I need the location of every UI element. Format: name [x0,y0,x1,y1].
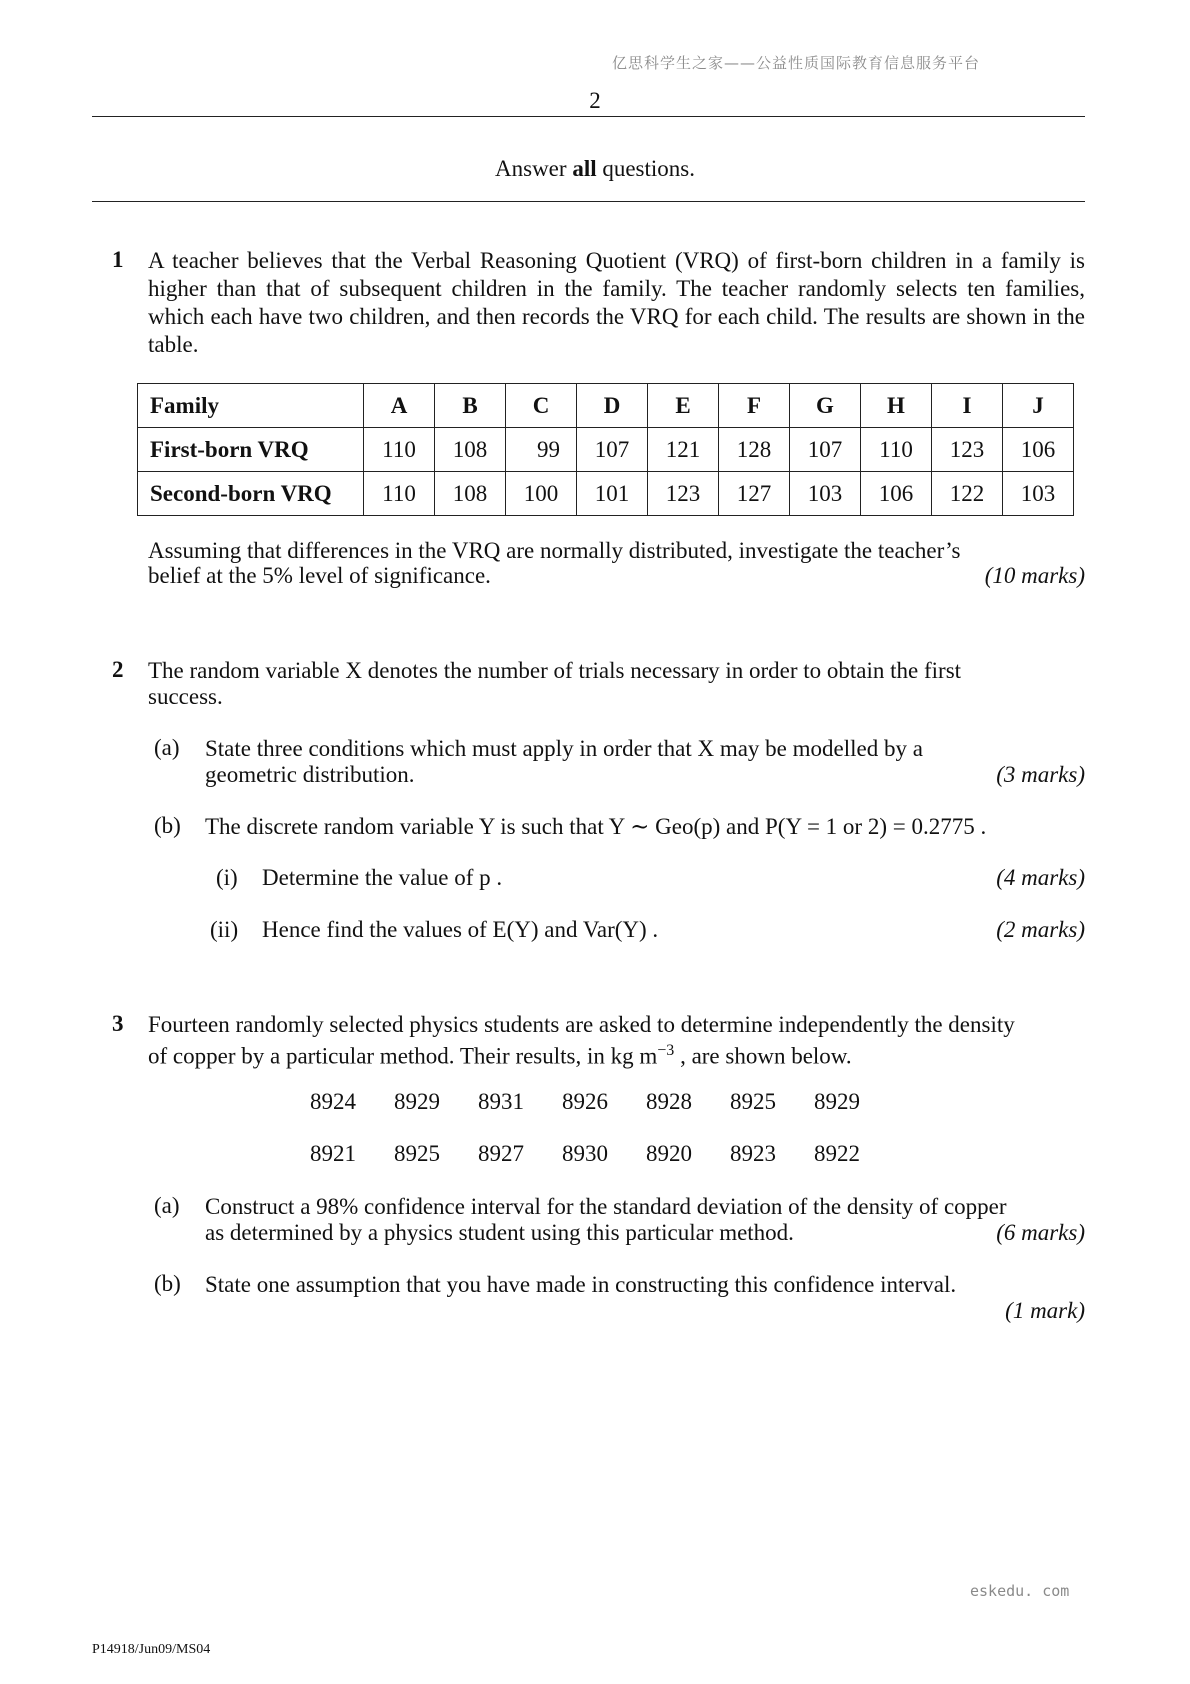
data-value: 8931 [478,1089,524,1114]
table-header-label: Family [138,384,364,428]
watermark-footer: eskedu. com [970,1582,1070,1600]
question-2-number: 2 [112,657,124,682]
family-col-header: J [1003,384,1074,428]
density-data-row-1 [310,1089,898,1115]
page-number: 2 [589,88,601,113]
table-cell: 106 [1003,428,1074,472]
instruction-rule [92,201,1085,202]
family-col-header: G [790,384,861,428]
question-2b-text: The discrete random variable Y is such that Y ∼ Geo(p) and P(Y = 1 or 2) = 0.2775 . [205,814,987,839]
top-rule [92,116,1085,117]
data-value: 8924 [310,1089,356,1114]
table-cell: 108 [435,472,506,516]
question-3a-text: as determined by a physics student using this particular method. [205,1220,794,1245]
family-col-header: C [506,384,577,428]
data-value: 8925 [394,1141,440,1166]
question-2-text-line1: The random variable X denotes the number of trials necessary in order to obtain the first [148,658,962,683]
table-cell: 127 [719,472,790,516]
table-row [138,428,1074,472]
question-2a-label: (a) [154,735,180,760]
question-1-followup-line1: Assuming that differences in the VRQ are normally distributed, investigate the teacher’s [148,538,961,563]
question-2a-line1: State three conditions which must apply in order that X may be modelled by a [205,736,923,761]
family-col-header: E [648,384,719,428]
question-2a-text: geometric distribution. [205,762,415,787]
data-value: 8922 [814,1141,860,1166]
table-cell: 128 [719,428,790,472]
row-label: First-born VRQ [138,428,364,472]
table-cell: 121 [648,428,719,472]
question-2bi-label: (i) [216,865,238,890]
data-value: 8923 [730,1141,776,1166]
family-col-header: I [932,384,1003,428]
question-2bi-text: Determine the value of p . [262,865,503,890]
question-3-text-line2: of copper by a particular method. Their results, in kg $m^{-3}$ , are shown below. [148,1042,852,1069]
instruction: Answer all questions. [495,156,695,181]
table-cell: 110 [364,472,435,516]
table-cell: 107 [577,428,648,472]
data-value: 8929 [814,1089,860,1114]
question-2bi-marks: (4 marks) [996,865,1085,890]
table-cell: 123 [932,428,1003,472]
followup-text: belief at the 5% level of significance. [148,563,491,588]
question-3a-line1: Construct a 98% confidence interval for the standard deviation of the density of copper [205,1194,1007,1219]
question-1-text: A teacher believes that the Verbal Reasoning Quotient (VRQ) of first-born children in a family is higher than that of subsequent children in the family. The teacher randomly selects ten families, which each have two children, and then records the VRQ for each child. The results are shown in the table. [148,248,1085,357]
data-value: 8929 [394,1089,440,1114]
row-label: Second-born VRQ [138,472,364,516]
table-cell: 106 [861,472,932,516]
table-cell: 122 [932,472,1003,516]
question-2bi-line [262,865,1085,891]
question-3b-text: State one assumption that you have made in constructing this confidence interval. [205,1272,957,1297]
table-header-row [138,384,1074,428]
question-2-text-line2: success. [148,684,223,709]
table-row [138,472,1074,516]
table-cell: 100 [506,472,577,516]
family-col-header: D [577,384,648,428]
question-3a-marks: (6 marks) [996,1220,1085,1245]
question-3b-marks: (1 mark) [1005,1298,1085,1323]
data-value: 8928 [646,1089,692,1114]
document-code: P14918/Jun09/MS04 [92,1642,211,1657]
question-2bii-label: (ii) [210,917,239,942]
table-cell: 110 [364,428,435,472]
table-cell: 108 [435,428,506,472]
table-cell: 103 [1003,472,1074,516]
data-value: 8926 [562,1089,608,1114]
family-col-header: F [719,384,790,428]
question-3a-line2 [205,1219,1085,1247]
table-cell: 107 [790,428,861,472]
table-cell: 110 [861,428,932,472]
question-1-number: 1 [112,247,124,272]
question-1-followup-line2 [148,563,1085,589]
question-2bii-text: Hence find the values of E(Y) and Var(Y) . [262,917,659,942]
question-2a-marks: (3 marks) [996,762,1085,787]
table-cell: 99 [506,428,577,472]
data-value: 8925 [730,1089,776,1114]
family-col-header: H [861,384,932,428]
data-value: 8920 [646,1141,692,1166]
watermark-header: 亿思科学生之家——公益性质国际教育信息服务平台 [611,54,980,72]
question-2b-label: (b) [154,813,181,838]
question-3b-label: (b) [154,1271,181,1296]
table-cell: 123 [648,472,719,516]
question-2bii-marks: (2 marks) [996,917,1085,942]
data-value: 8921 [310,1141,356,1166]
data-value: 8927 [478,1141,524,1166]
question-2bii-line [262,917,1085,943]
question-3-number: 3 [112,1011,124,1036]
density-data-row-2 [310,1141,898,1167]
question-3-text-line1: Fourteen randomly selected physics students are asked to determine independently the density [148,1012,1015,1037]
question-1-marks: (10 marks) [984,563,1085,588]
family-col-header: B [435,384,506,428]
question-3a-label: (a) [154,1193,180,1218]
table-cell: 101 [577,472,648,516]
question-2a-line2 [205,761,1085,789]
family-col-header: A [364,384,435,428]
vrq-table [137,383,1074,516]
data-value: 8930 [562,1141,608,1166]
table-cell: 103 [790,472,861,516]
